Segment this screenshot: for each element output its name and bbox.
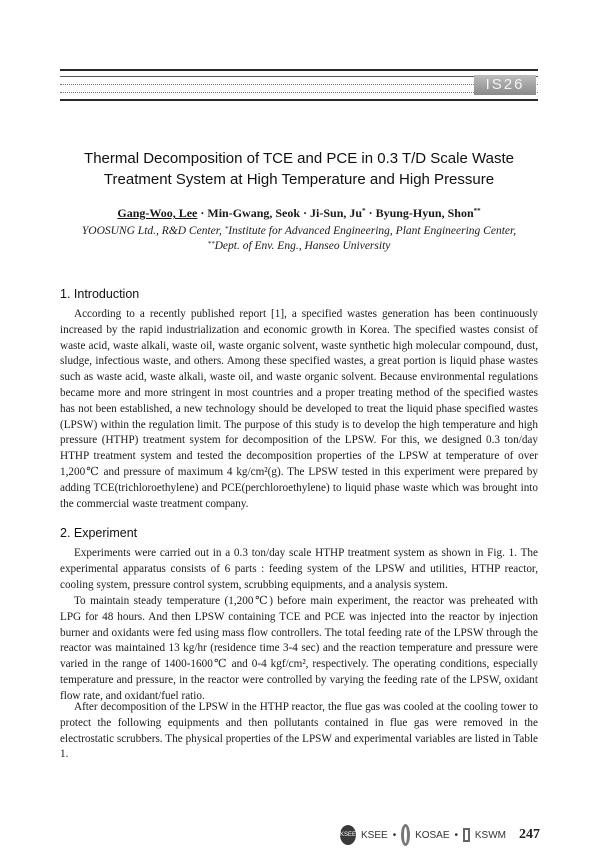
- title-line: Thermal Decomposition of TCE and PCE in 0.3 T/D Scale Waste: [84, 150, 514, 167]
- footer-org: KSEE: [361, 829, 388, 841]
- kswm-logo-icon: [463, 828, 470, 842]
- affiliation-line: YOOSUNG Ltd., R&D Center, *Institute for Advanced Engineering, Plant Engineering Center,: [81, 225, 517, 237]
- authors-text: · Byung-Hyun, Shon: [365, 206, 474, 220]
- first-author: Gang-Woo, Lee: [117, 206, 198, 220]
- authors-text: · Min-Gwang, Seok · Ji-Sun, Ju: [197, 206, 363, 220]
- experiment-paragraph: To maintain steady temperature (1,200℃) before main experiment, the reactor was preheated with LPG for 48 hours. And then LPSW containing TCE and PCE was injected into the reactor by injection burner and oxidants were fed using mass flow controllers. The total feeding rate of the LPSW through the reactor was maintained 13 kg/hr (residence time 3-4 sec) and the reaction temperature and pressure were varied in the range of 1400-1600℃ and 0-4 kgf/cm², respectively. The operating conditions, especially temperature and pressure, in the reactor were controlled by varying the feeding rate of the LPSW, oxidant flow rate, and oxidant/fuel ratio.: [60, 595, 538, 702]
- footer-separator: •: [454, 829, 459, 841]
- header-rule-top: [60, 69, 538, 71]
- footer-org: KSWM: [474, 829, 506, 841]
- author-mark: **: [473, 207, 481, 215]
- section-heading-experiment: 2. Experiment: [60, 526, 138, 540]
- page-footer: [340, 823, 540, 847]
- author-list: [60, 205, 538, 221]
- author-mark: *: [362, 207, 366, 215]
- header-rule-dots: [60, 92, 538, 94]
- experiment-paragraph: After decomposition of the LPSW in the HTHP reactor, the flue gas was cooled at the cooling tower to protect the following equipments and then pollutants contained in flue gas were removed in the electrostatic scrubbers. The physical properties of the LPSW and experimental variables are listed in Table 1.: [60, 701, 538, 761]
- section-heading-introduction: 1. Introduction: [60, 287, 140, 301]
- session-code-badge: IS26: [474, 75, 536, 95]
- title-line: Treatment System at High Temperature and High Pressure: [103, 171, 495, 188]
- header-rule-dots: [60, 84, 538, 86]
- footer-separator: •: [392, 829, 397, 841]
- header-rule-mid: [60, 76, 538, 77]
- introduction-paragraph: According to a recently published report [1], a specified wastes generation has been continuously increased by the rapid industrialization and economic growth in Korea. The specified wastes consist of waste acid, waste alkali, waste oil, waste organic solvent, waste synthetic high molecular compound, dust, sludge, infectious waste, and others. Among these specified wastes, a great portion is liquid phase wastes such as waste acid, waste alkali, waste oil, and waste organic solvent. Because environmental regulations became more and more stringent in most countries and a proper treating method of the specified wastes has not been established, a new technology should be developed to treat the liquid phase specified wastes (LPSW) within the regulation limit. The purpose of this study is to develop the high temperature and high pressure (HTHP) treatment system for decomposition of the LPSW. For this, we designed 0.3 ton/day HTHP treatment system and tested the decomposition properties of the LPSW at temperature of over 1,200℃ and pressure of maximum 4 kg/cm²(g). The LPSW tested in this experiment were prepared by adding TCE(trichloroethylene) and PCE(perchloroethylene) to liquid phase waste which was brought into the commercial waste treatment company.: [60, 308, 538, 510]
- experiment-paragraph: Experiments were carried out in a 0.3 ton/day scale HTHP treatment system as shown in Fig. 1. The experimental apparatus consists of 6 parts : feeding system of the LPSW and utilities, HTHP reactor, cooling system, pressure control system, scrubbing equipments, and a analysis system.: [60, 547, 538, 591]
- page-number: 247: [519, 827, 540, 842]
- footer-org: KOSAE: [415, 829, 450, 841]
- kosae-logo-icon: [401, 824, 410, 846]
- header-rule-bottom: [60, 99, 538, 101]
- affiliations: [60, 224, 538, 254]
- paper-title: [60, 148, 538, 190]
- affiliation-line: **Dept. of Env. Eng., Hanseo University: [207, 240, 391, 252]
- ksee-logo-icon: KSEE: [340, 825, 356, 845]
